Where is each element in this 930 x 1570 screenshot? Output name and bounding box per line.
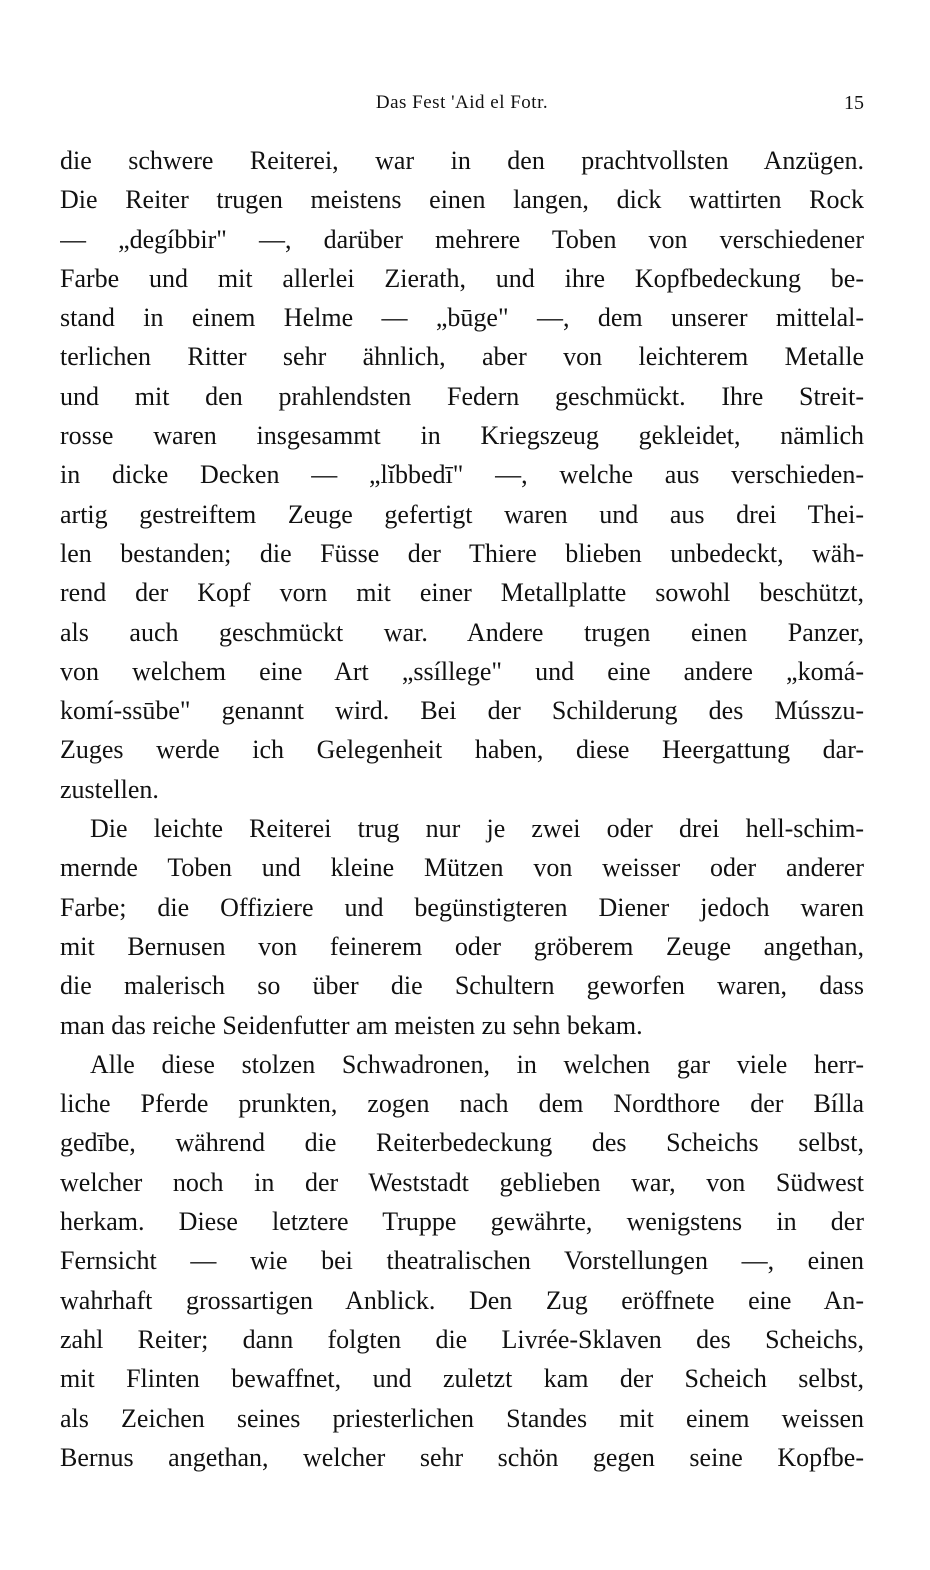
paragraph-1 [60, 141, 864, 809]
paragraph-3 [60, 1045, 864, 1477]
running-title: Das Fest 'Aid el Fotr. [375, 92, 549, 113]
text-line: mit Flinten bewaffnet, und zuletzt kam der Scheich selbst, [60, 1364, 864, 1394]
text-line: Farbe; die Offiziere und begünstigteren Diener jedoch waren [60, 892, 864, 922]
text-line: zustellen. [60, 774, 159, 804]
text-line: komí-ssūbe" genannt wird. Bei der Schilderung des Músszu- [60, 696, 864, 726]
paragraph-2 [60, 809, 864, 1045]
text-line: rosse waren insgesammt in Kriegszeug gekleidet, nämlich [60, 421, 864, 451]
text-line: wahrhaft grossartigen Anblick. Den Zug eröffnete eine An- [60, 1285, 864, 1315]
text-line: len bestanden; die Füsse der Thiere blieben unbedeckt, wäh- [60, 538, 864, 568]
text-line: die schwere Reiterei, war in den prachtvollsten Anzügen. [60, 146, 864, 175]
text-line: Bernus angethan, welcher sehr schön gegen seine Kopfbe- [60, 1442, 864, 1472]
text-line: — „degíbbir" —, darüber mehrere Toben von verschiedener [60, 224, 864, 254]
text-line: stand in einem Helme — „būge" —, dem unserer mittelal- [60, 303, 864, 333]
text-line: von welchem eine Art „ssíllege" und eine andere „komá- [60, 656, 864, 686]
text-line: in dicke Decken — „lĭbbedī" —, welche aus verschieden- [60, 460, 864, 490]
text-line: als auch geschmückt war. Andere trugen einen Panzer, [60, 617, 864, 647]
text-line: mernde Toben und kleine Mützen von weisser oder anderer [60, 853, 864, 883]
text-line: Farbe und mit allerlei Zierath, und ihre Kopfbedeckung be- [60, 263, 864, 293]
page-number: 15 [844, 92, 864, 114]
running-head [60, 92, 864, 122]
text-line: artig gestreiftem Zeuge gefertigt waren und aus drei Thei- [60, 499, 864, 529]
text-line: Zuges werde ich Gelegenheit haben, diese Heergattung dar- [60, 735, 864, 765]
text-line: welcher noch in der Weststadt geblieben war, von Südwest [60, 1167, 864, 1197]
text-line: Die leichte Reiterei trug nur je zwei oder drei hell-schim- [90, 814, 864, 844]
text-line: mit Bernusen von feinerem oder gröberem Zeuge angethan, [60, 931, 864, 961]
text-line: zahl Reiter; dann folgten die Livrée-Sklaven des Scheichs, [60, 1324, 864, 1354]
text-line: Die Reiter trugen meistens einen langen, dick wattirten Rock [60, 185, 864, 215]
text-line: man das reiche Seidenfutter am meisten zu sehn bekam. [60, 1010, 643, 1040]
text-line: Fernsicht — wie bei theatralischen Vorstellungen —, einen [60, 1246, 864, 1276]
text-line: Alle diese stolzen Schwadronen, in welchen gar viele herr- [90, 1049, 864, 1079]
body-text [60, 141, 864, 1477]
text-line: gedībe, während die Reiterbedeckung des Scheichs selbst, [60, 1128, 864, 1158]
text-line: und mit den prahlendsten Federn geschmückt. Ihre Streit- [60, 381, 864, 411]
text-line: die malerisch so über die Schultern geworfen waren, dass [60, 971, 864, 1001]
text-line: als Zeichen seines priesterlichen Standes mit einem weissen [60, 1403, 864, 1433]
text-line: herkam. Diese letztere Truppe gewährte, wenigstens in der [60, 1207, 864, 1237]
text-line: terlichen Ritter sehr ähnlich, aber von leichterem Metalle [60, 342, 864, 372]
text-line: rend der Kopf vorn mit einer Metallplatte sowohl beschützt, [60, 578, 864, 608]
text-line: liche Pferde prunkten, zogen nach dem Nordthore der Bílla [60, 1089, 864, 1119]
